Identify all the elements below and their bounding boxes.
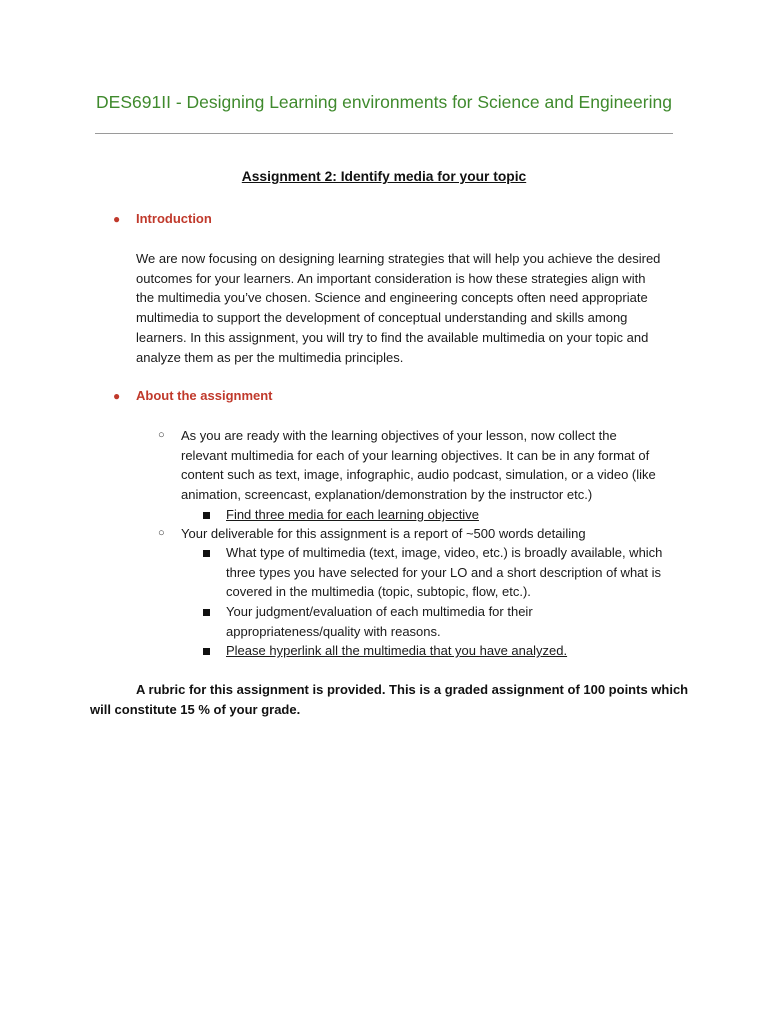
square-bullet-icon — [203, 609, 210, 616]
about-item-1-line: relevant multimedia for each of your learning objectives. It can be in any format of — [181, 447, 650, 463]
hollow-bullet-icon: ○ — [158, 429, 165, 441]
intro-line: outcomes for your learners. An important consideration is how these strategies align with — [136, 270, 646, 286]
intro-line: learners. In this assignment, you will try to find the available multimedia on your topic and — [136, 329, 649, 345]
intro-line: the multimedia you’ve chosen. Science and engineering concepts often need appropriate — [136, 290, 648, 306]
hollow-bullet-icon: ○ — [158, 527, 165, 539]
square-bullet-icon — [203, 512, 210, 519]
rubric-paragraph — [90, 680, 690, 719]
about-item-1 — [181, 426, 691, 505]
about-item-1-line: content such as text, image, infographic, audio podcast, simulation, or a video (like — [181, 467, 656, 483]
deliverable-sub-2 — [226, 602, 696, 641]
deliverable-sub-1 — [226, 543, 696, 602]
deliverable-sub-2-line: Your judgment/evaluation of each multimedia for their — [226, 604, 533, 619]
assignment-heading: Assignment 2: Identify media for your topic — [241, 169, 527, 184]
deliverable-sub-2-line: appropriateness/quality with reasons. — [226, 623, 441, 639]
deliverable-sub-1-line: covered in the multimedia (topic, subtopic, flow, etc.). — [226, 584, 531, 600]
rubric-line: will constitute 15 % of your grade. — [90, 701, 301, 717]
about-heading: About the assignment — [136, 388, 273, 403]
rubric-line: A rubric for this assignment is provided. This is a graded assignment of 100 points which — [136, 682, 689, 697]
intro-line: analyze them as per the multimedia principles. — [136, 349, 404, 365]
square-bullet-icon — [203, 550, 210, 557]
hyperlink-instruction[interactable]: Please hyperlink all the multimedia that you have analyzed. — [226, 643, 568, 658]
square-bullet-icon — [203, 648, 210, 655]
bullet-icon: ● — [113, 212, 121, 226]
introduction-heading: Introduction — [136, 211, 212, 226]
about-item-1-line: As you are ready with the learning objectives of your lesson, now collect the — [181, 428, 617, 443]
deliverable-sub-1-line: three types you have selected for your LO and a short description of what is — [226, 564, 662, 580]
deliverable-sub-1-line: What type of multimedia (text, image, video, etc.) is broadly available, which — [226, 545, 663, 560]
bullet-icon: ● — [113, 389, 121, 403]
introduction-paragraph — [136, 249, 696, 367]
find-media-link[interactable]: Find three media for each learning objective — [226, 507, 479, 522]
about-item-1-line: animation, screencast, explanation/demonstration by the instructor etc.) — [181, 487, 593, 503]
title-divider — [95, 133, 673, 134]
document-title: DES691II - Designing Learning environments for Science and Engineering — [96, 92, 672, 112]
deliverable-text: Your deliverable for this assignment is a report of ~500 words detailing — [181, 526, 586, 541]
intro-line: We are now focusing on designing learning strategies that will help you achieve the desired — [136, 251, 661, 266]
intro-line: multimedia to support the development of conceptual understanding and skills among — [136, 310, 628, 326]
